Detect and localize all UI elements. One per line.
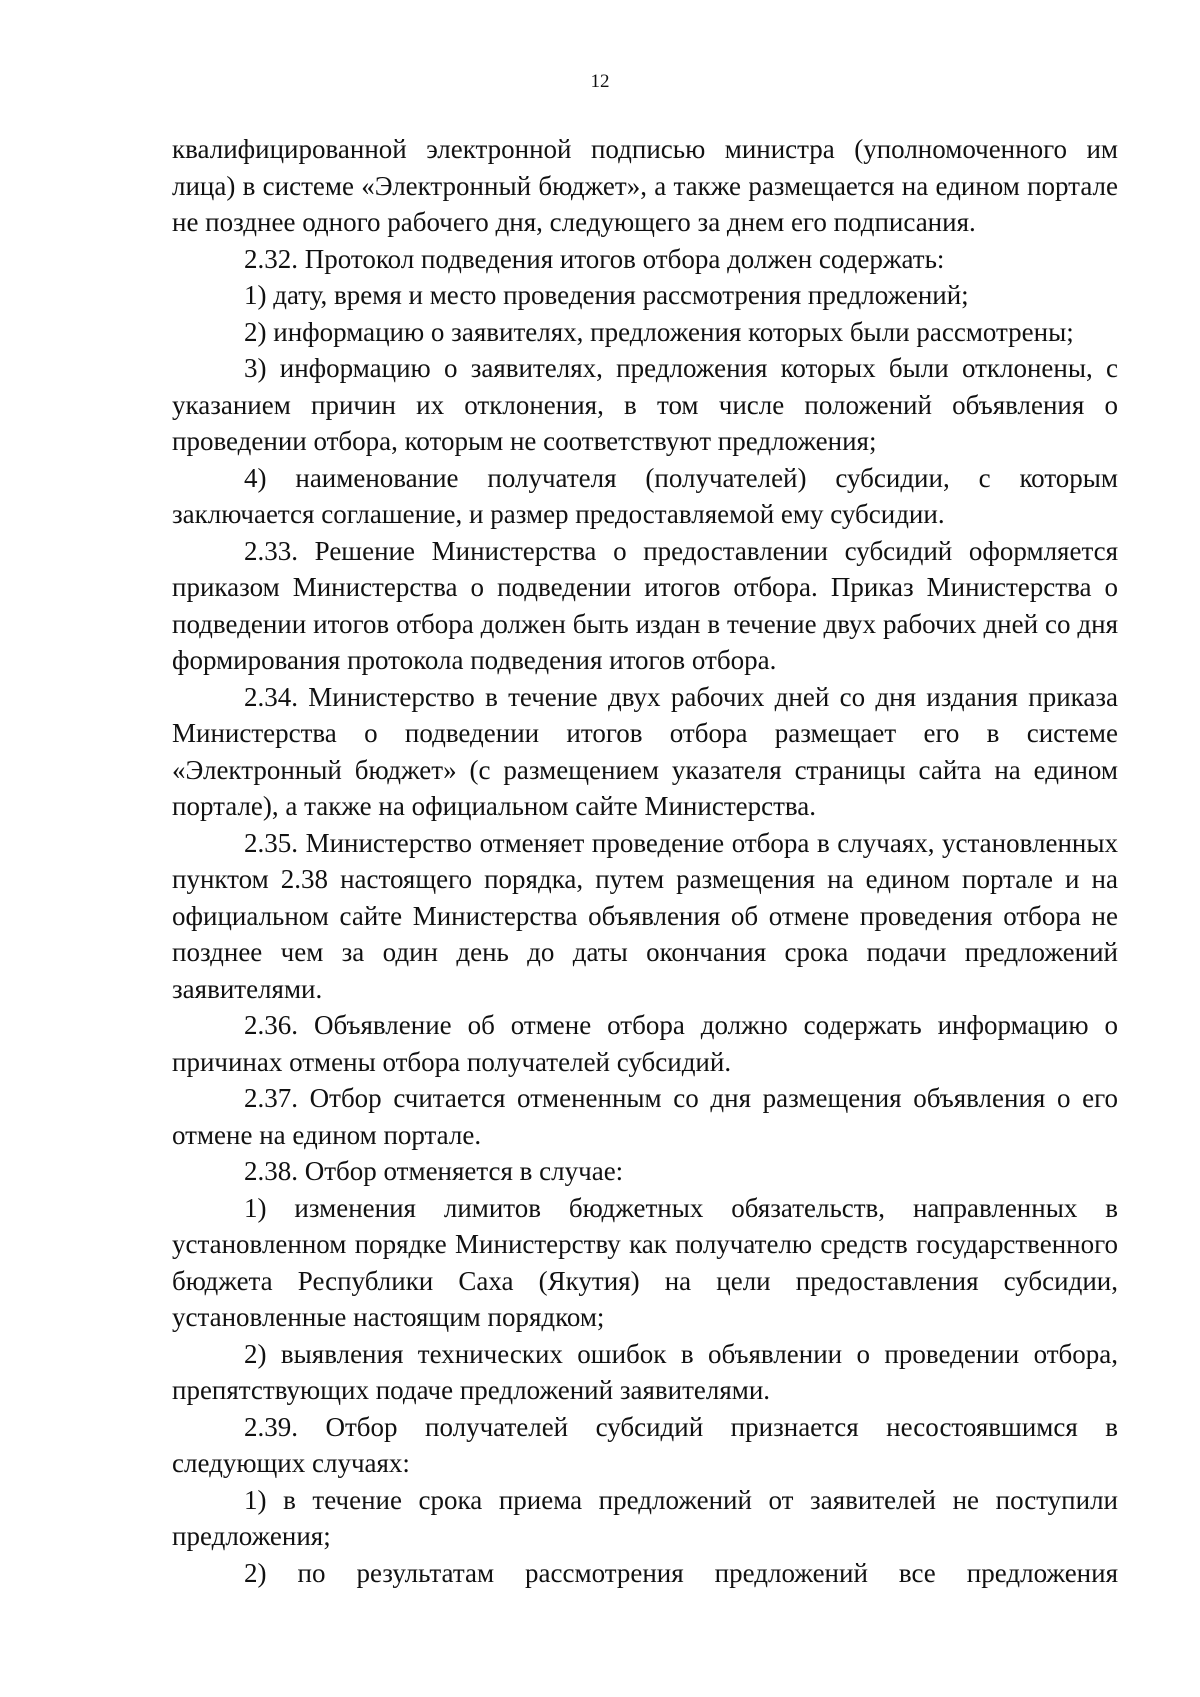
paragraph-2-37: 2.37. Отбор считается отмененным со дня размещения объявления о его отмене на едином портале. — [172, 1083, 1118, 1150]
document-body — [172, 131, 1118, 1591]
paragraph-2-38-item-2: 2) выявления технических ошибок в объявлении о проведении отбора, препятствующих подаче предложений заявителями. — [172, 1338, 1118, 1405]
paragraph-2-38-item-1: 1) изменения лимитов бюджетных обязательств, направленных в установленном порядке Министерству как получателю средств государственного бюджета Республики Саха (Якутия) на цели предоставления субсидии, установленные настоящим порядком; — [172, 1192, 1118, 1332]
paragraph-2-39-item-1: 1) в течение срока приема предложений от заявителей не поступили предложения; — [172, 1484, 1118, 1551]
page-number: 12 — [590, 71, 610, 92]
paragraph-2-38: 2.38. Отбор отменяется в случае: — [244, 1156, 624, 1186]
paragraph-2-39-item-2: 2) по результатам рассмотрения предложений все предложения — [244, 1557, 1118, 1588]
paragraph-2-32-item-2: 2) информацию о заявителях, предложения которых были рассмотрены; — [244, 316, 1074, 347]
paragraph-2-35: 2.35. Министерство отменяет проведение отбора в случаях, установленных пунктом 2.38 настоящего порядка, путем размещения на едином портале и на официальном сайте Министерства объявления об отмене проведения отбора не позднее чем за один день до даты окончания срока подачи предложений заявителями. — [172, 827, 1118, 1004]
paragraph-2-32-item-4: 4) наименование получателя (получателей) субсидии, с которым заключается соглашение, и размер предоставляемой ему субсидии. — [172, 462, 1118, 529]
paragraph-2-32-item-3: 3) информацию о заявителях, предложения которых были отклонены, с указанием причин их отклонения, в том числе положений объявления о проведении отбора, которым не соответствуют предложения; — [172, 353, 1118, 456]
paragraph-2-34: 2.34. Министерство в течение двух рабочих дней со дня издания приказа Министерства о подведении итогов отбора размещает его в системе «Электронный бюджет» (с размещением указателя страницы сайта на едином портале), а также на официальном сайте Министерства. — [172, 681, 1118, 821]
paragraph-2-36: 2.36. Объявление об отмене отбора должно содержать информацию о причинах отмены отбора получателей субсидий. — [172, 1010, 1118, 1077]
paragraph-continuation: квалифицированной электронной подписью министра (уполномоченного им лица) в системе «Электронный бюджет», а также размещается на едином портале не позднее одного рабочего дня, следующего за днем его подписания. — [172, 134, 1118, 237]
paragraph-2-32-item-1: 1) дату, время и место проведения рассмотрения предложений; — [244, 280, 969, 310]
paragraph-2-33: 2.33. Решение Министерства о предоставлении субсидий оформляется приказом Министерства о подведении итогов отбора. Приказ Министерства о подведении итогов отбора должен быть издан в течение двух рабочих дней со дня формирования протокола подведения итогов отбора. — [172, 535, 1118, 675]
paragraph-2-32: 2.32. Протокол подведения итогов отбора должен содержать: — [244, 243, 945, 274]
paragraph-2-39: 2.39. Отбор получателей субсидий признается несостоявшимся в следующих случаях: — [172, 1411, 1118, 1478]
